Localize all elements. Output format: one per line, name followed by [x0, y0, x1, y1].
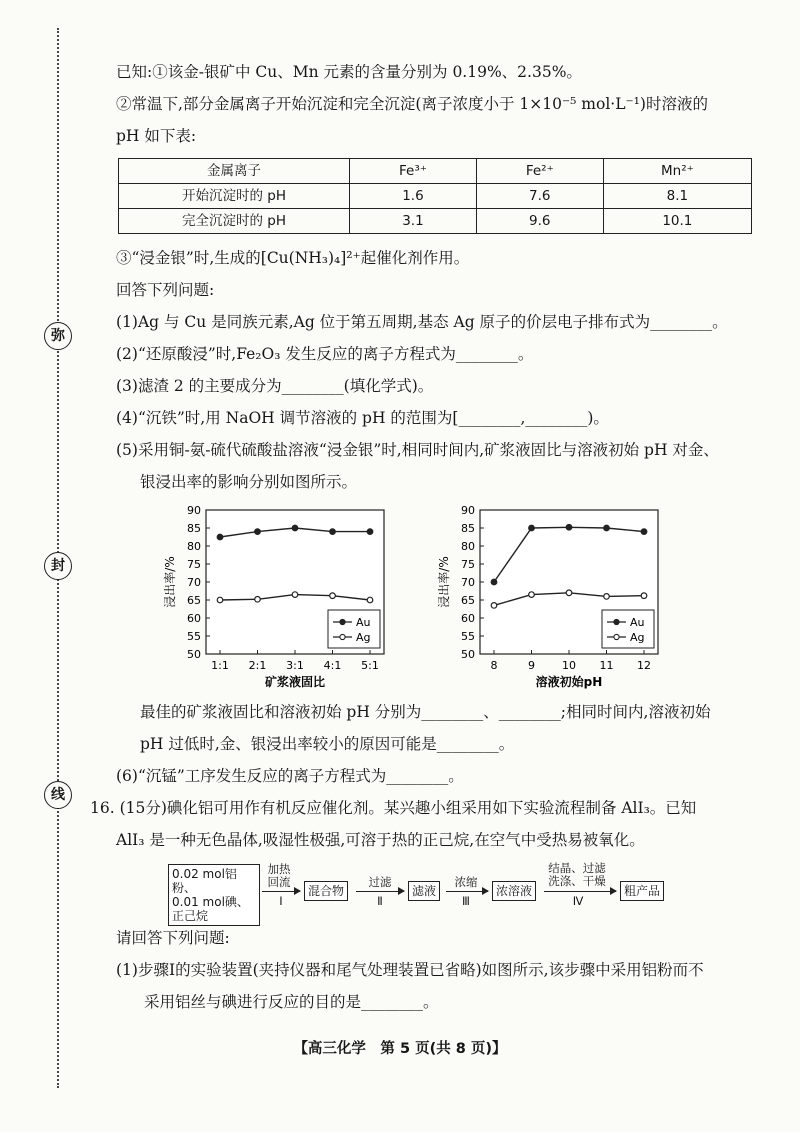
flow-start-line: 正己烷: [172, 909, 209, 923]
table-header-cell: Mn²⁺: [603, 159, 751, 184]
x-axis-label: 矿浆液固比: [264, 675, 326, 689]
table-header-cell: 金属离子: [119, 159, 350, 184]
question-1: (1)Ag 与 Cu 是同族元素,Ag 位于第五周期,基态 Ag 原子的价层电子排布式为________。: [116, 313, 728, 331]
question-5-line3: 最佳的矿浆液固比和溶液初始 pH 分别为________、________;相同时间内,溶液初始: [140, 703, 711, 721]
y-axis-label: 浸出率/%: [163, 556, 177, 608]
legend-marker: [340, 634, 345, 639]
x-tick-label: 9: [528, 659, 535, 672]
question-6: (6)“沉锰”工序发生反应的离子方程式为________。: [116, 767, 464, 785]
flow-step4-text: 洗涤、干燥: [548, 874, 606, 888]
y-tick-label: 85: [187, 522, 201, 535]
table-cell: 3.1: [350, 209, 477, 234]
margin-seal-mi: 弥: [44, 322, 72, 350]
y-tick-label: 60: [461, 612, 475, 625]
flow-box-concentrate: 浓溶液: [492, 881, 536, 901]
question-4: (4)“沉铁”时,用 NaOH 调节溶液的 pH 的范围为[________,________)。: [116, 409, 609, 427]
flow-step1-text: 加热: [267, 862, 291, 876]
initial-ph-chart: [432, 502, 682, 690]
data-point-au: [255, 529, 261, 535]
leaching-charts: [116, 502, 756, 690]
legend-marker: [340, 619, 345, 624]
x-tick-label: 11: [599, 659, 614, 672]
y-axis-label: 浸出率/%: [437, 556, 451, 608]
table-cell: 完全沉淀时的 pH: [119, 209, 350, 234]
y-tick-label: 90: [461, 504, 475, 517]
data-point-au: [641, 529, 647, 535]
x-tick-label: 8: [490, 659, 498, 672]
data-point-au: [217, 534, 223, 540]
data-point-ag: [491, 603, 497, 609]
y-tick-label: 90: [187, 504, 201, 517]
flow-step1-text: 回流: [267, 875, 291, 889]
data-point-au: [491, 579, 497, 585]
known-info-line3: pH 如下表:: [116, 127, 197, 145]
data-point-ag: [529, 592, 535, 598]
legend-label: Ag: [630, 631, 645, 644]
y-tick-label: 55: [187, 630, 201, 643]
process-flowchart: [116, 861, 756, 923]
legend-label: Au: [630, 616, 645, 629]
flow-arrow-3: [446, 891, 488, 892]
question-16-1-line2: 采用铝丝与碘进行反应的目的是________。: [144, 993, 439, 1011]
known-info-line2: ②常温下,部分金属离子开始沉淀和完全沉淀(离子浓度小于 1×10⁻⁵ mol·L⁻¹)时溶液的: [116, 95, 708, 113]
x-tick-label: 5:1: [361, 659, 379, 672]
question-3: (3)滤渣 2 的主要成分为________(填化学式)。: [116, 377, 434, 395]
y-tick-label: 65: [461, 594, 475, 607]
data-point-ag: [255, 596, 261, 602]
margin-seal-xian: 线: [44, 781, 72, 809]
y-tick-label: 70: [461, 576, 475, 589]
table-cell: 8.1: [603, 184, 751, 209]
flow-step1-label: [262, 863, 296, 889]
y-tick-label: 80: [187, 540, 201, 553]
legend-label: Au: [356, 616, 371, 629]
question-16-prompt: 请回答下列问题:: [116, 929, 230, 947]
data-point-ag: [367, 597, 373, 603]
data-point-ag: [641, 593, 647, 599]
y-tick-label: 65: [187, 594, 201, 607]
x-tick-label: 4:1: [323, 659, 342, 672]
y-tick-label: 70: [187, 576, 201, 589]
table-row: [119, 184, 752, 209]
flow-box-filtrate: 滤液: [408, 881, 440, 901]
table-cell: 1.6: [350, 184, 477, 209]
page-content: [90, 56, 756, 1018]
x-tick-label: 3:1: [286, 659, 304, 672]
page-footer: 【高三化学 第 5 页(共 8 页)】: [293, 1041, 507, 1057]
question-5-line4: pH 过低时,金、银浸出率较小的原因可能是________。: [140, 735, 515, 753]
flow-start-line: 0.01 mol碘、: [172, 895, 249, 909]
data-point-au: [566, 524, 572, 530]
x-tick-label: 12: [637, 659, 651, 672]
question-16-line2: AlI₃ 是一种无色晶体,吸湿性极强,可溶于热的正己烷,在空气中受热易被氧化。: [116, 831, 645, 849]
y-tick-label: 50: [187, 648, 201, 661]
table-header-row: [119, 159, 752, 184]
answer-prompt: 回答下列问题:: [116, 281, 215, 299]
y-tick-label: 75: [461, 558, 475, 571]
flow-box-crude-product: 粗产品: [620, 881, 664, 901]
table-cell: 开始沉淀时的 pH: [119, 184, 350, 209]
table-row: [119, 209, 752, 234]
note-3: ③“浸金银”时,生成的[Cu(NH₃)₄]²⁺起催化剂作用。: [116, 249, 470, 267]
x-tick-label: 1:1: [211, 659, 229, 672]
data-point-ag: [292, 592, 298, 598]
margin-seal-feng: 封: [44, 552, 72, 580]
flow-step1-roman: Ⅰ: [279, 894, 283, 908]
flow-step4-text: 结晶、过滤: [548, 861, 606, 875]
data-point-ag: [566, 590, 572, 596]
solid-liquid-ratio-chart: [158, 502, 408, 690]
data-point-au: [529, 525, 535, 531]
ph-table: [118, 158, 752, 234]
data-point-ag: [330, 593, 336, 599]
flow-step4-roman: Ⅳ: [572, 894, 584, 908]
x-tick-label: 2:1: [248, 659, 267, 672]
y-tick-label: 50: [461, 648, 475, 661]
question-2: (2)“还原酸浸”时,Fe₂O₃ 发生反应的离子方程式为________。: [116, 345, 534, 363]
y-tick-label: 55: [461, 630, 475, 643]
y-tick-label: 80: [461, 540, 475, 553]
legend-box: [328, 610, 380, 648]
table-cell: 7.6: [476, 184, 603, 209]
flow-step3-label: 浓缩: [454, 875, 478, 889]
flow-start-line: 0.02 mol铝粉、: [172, 867, 237, 895]
legend-marker: [614, 634, 619, 639]
question-16-1-line1: (1)步骤Ⅰ的实验装置(夹持仪器和尾气处理装置已省略)如图所示,该步骤中采用铝粉而不: [116, 961, 704, 979]
data-point-au: [367, 529, 373, 535]
flow-start-materials: [168, 864, 260, 926]
y-tick-label: 75: [187, 558, 201, 571]
flow-step2-roman: Ⅱ: [377, 894, 383, 908]
flow-arrow-1: [262, 891, 300, 892]
legend-label: Ag: [356, 631, 371, 644]
x-axis-label: 溶液初始pH: [535, 675, 603, 689]
flow-box-mixture: 混合物: [304, 881, 348, 901]
table-cell: 9.6: [476, 209, 603, 234]
flow-step2-label: 过滤: [368, 875, 392, 889]
data-point-au: [330, 529, 336, 535]
question-5-line1: (5)采用铜-氨-硫代硫酸盐溶液“浸金银”时,相同时间内,矿浆液固比与溶液初始 pH 对金、: [116, 441, 719, 459]
x-tick-label: 10: [562, 659, 576, 672]
data-point-au: [292, 525, 298, 531]
table-header-cell: Fe²⁺: [476, 159, 603, 184]
legend-marker: [614, 619, 619, 624]
question-16-line1: 16. (15分)碘化铝可用作有机反应催化剂。某兴趣小组采用如下实验流程制备 AlI₃。已知: [90, 799, 697, 817]
y-tick-label: 60: [187, 612, 201, 625]
flow-step4-label: [536, 862, 618, 888]
y-tick-label: 85: [461, 522, 475, 535]
table-header-cell: Fe³⁺: [350, 159, 477, 184]
legend-box: [602, 610, 654, 648]
table-cell: 10.1: [603, 209, 751, 234]
flow-arrow-4: [544, 891, 616, 892]
known-info-line1: 已知:①该金-银矿中 Cu、Mn 元素的含量分别为 0.19%、2.35%。: [116, 63, 582, 81]
data-point-ag: [604, 594, 610, 600]
flow-arrow-2: [356, 891, 404, 892]
question-5-line2: 银浸出率的影响分别如图所示。: [140, 473, 358, 491]
flow-step3-roman: Ⅲ: [462, 894, 470, 908]
data-point-ag: [217, 597, 223, 603]
data-point-au: [604, 525, 610, 531]
